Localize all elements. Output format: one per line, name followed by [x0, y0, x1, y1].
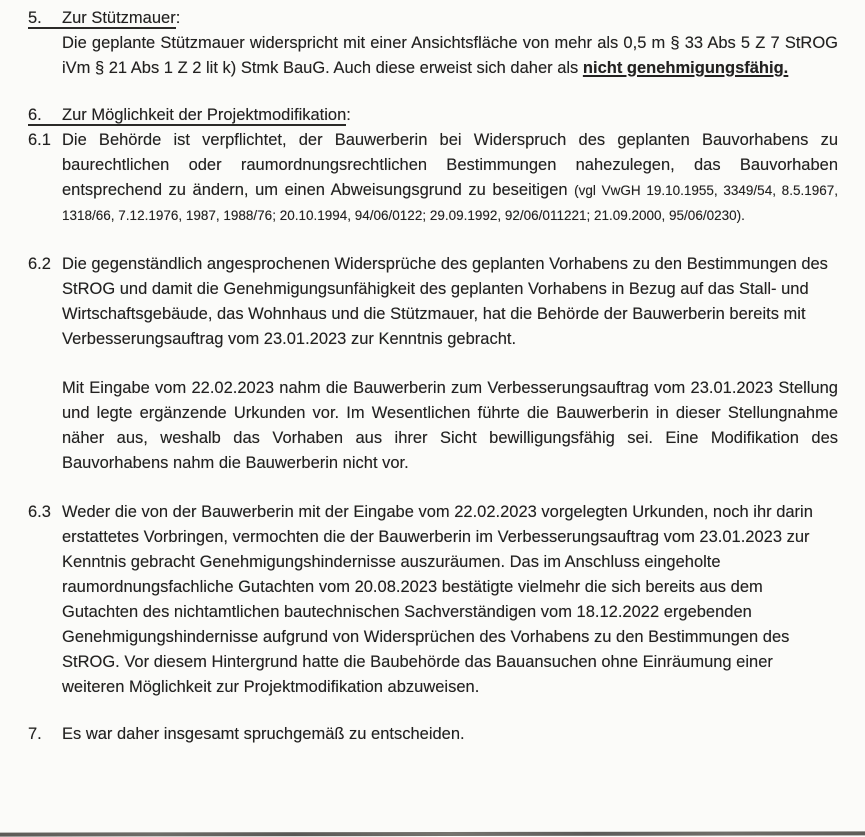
section-6-2-continuation-text: Mit Eingabe vom 22.02.2023 nahm die Bauwerberin zum Verbesserungsauftrag vom 23.01.2023 Stellung und legte ergänzende Urkunden vor. Im Wesentlichen führte die Bauwerberin in dieser Stellungnahme näher aus, weshalb das Vorhaben aus ihrer Sicht bewilligungsfähig sei. Eine Modifikation des Bauvorhabens nahm die Bauwerberin nicht vor.	[62, 379, 838, 472]
section-5-emphasis-text: nicht genehmigungsfähig.	[582, 59, 789, 77]
section-6-heading-text: Zur Möglichkeit der Projektmodifikation	[62, 106, 347, 124]
section-6-1-citation-text: (vgl VwGH 19.10.1955, 3349/54, 8.5.1967, 1318/66, 7.12.1976, 1987, 1988/76; 20.10.1994, 94/06/0122; 29.09.1992, 92/06/011221; 21.09.2000, 95/06/0230).	[62, 183, 838, 223]
section-6-3-number: 6.3	[28, 503, 51, 521]
section-6-number: 6.	[28, 106, 42, 124]
section-6-2-body-text: Die gegenständlich angesprochenen Widersprüche des geplanten Vorhabens zu den Bestimmungen des StROG und damit die Genehmigungsunfähigkeit des geplanten Vorhabens in Bezug auf das Stall- und Wirtschaftsgebäude, das Wohnhaus und die Stützmauer, hat die Behörde der Bauwerberin bereits mit Verbesserungsauftrag vom 23.01.2023 zur Kenntnis gebracht.	[62, 255, 828, 348]
section-6-1-paragraph	[28, 128, 838, 228]
section-7-number: 7.	[28, 725, 42, 743]
section-6-2-paragraph	[28, 252, 838, 352]
section-6-1-number: 6.1	[28, 131, 51, 149]
section-7-body-text: Es war daher insgesamt spruchgemäß zu entscheiden.	[62, 725, 465, 743]
section-5-number: 5.	[28, 9, 42, 27]
section-5-heading-text: Zur Stützmauer	[62, 9, 176, 27]
section-5-heading-colon: :	[175, 9, 181, 27]
section-6-1-body-text: Die Behörde ist verpflichtet, der Bauwerberin bei Widerspruch des geplanten Bauvorhabens zu baurechtlichen oder raumordnungsrechtlichen Bestimmungen nahezulegen, das Bauvorhaben entsprechend zu ändern, um einen Abweisungsgrund zu beseitigen	[62, 131, 838, 199]
section-6-2-number: 6.2	[28, 255, 51, 273]
section-6-heading-colon: :	[346, 106, 351, 124]
section-6-heading-underline	[28, 106, 346, 126]
section-5-heading-underline	[28, 9, 176, 29]
section-6-2-continuation-paragraph	[28, 376, 838, 476]
section-7-paragraph	[28, 722, 838, 747]
section-5-body-text: Die geplante Stützmauer widerspricht mit einer Ansichtsfläche von mehr als 0,5 m § 33 Abs 5 Z 7 StROG iVm § 21 Abs 1 Z 2 lit k) Stmk BauG. Auch diese erweist sich daher als	[62, 34, 838, 77]
section-6-heading	[28, 103, 838, 128]
section-5-paragraph	[28, 31, 838, 81]
section-6-3-paragraph	[28, 500, 838, 700]
section-6-3-body-text: Weder die von der Bauwerberin mit der Eingabe vom 22.02.2023 vorgelegten Urkunden, noch ihr darin erstattetes Vorbringen, vermochten die der Bauwerberin im Verbesserungsauftrag vom 23.01.2023 zur Kenntnis gebracht Genehmigungshindernisse auszuräumen. Das im Anschluss eingeholte raumordnungsfachliche Gutachten vom 20.08.2023 bestätigte vielmehr die sich bereits aus dem Gutachten des nichtamtlichen bautechnischen Sachverständigen vom 18.12.2022 ergebenden Genehmigungshindernisse aufgrund von Widersprüchen des Vorhabens zu den Bestimmungen des StROG. Vor diesem Hintergrund hatte die Baubehörde das Bauansuchen ohne Einräumung einer weiteren Möglichkeit zur Projektmodifikation abzuweisen.	[62, 503, 813, 696]
section-5-heading	[28, 6, 838, 31]
